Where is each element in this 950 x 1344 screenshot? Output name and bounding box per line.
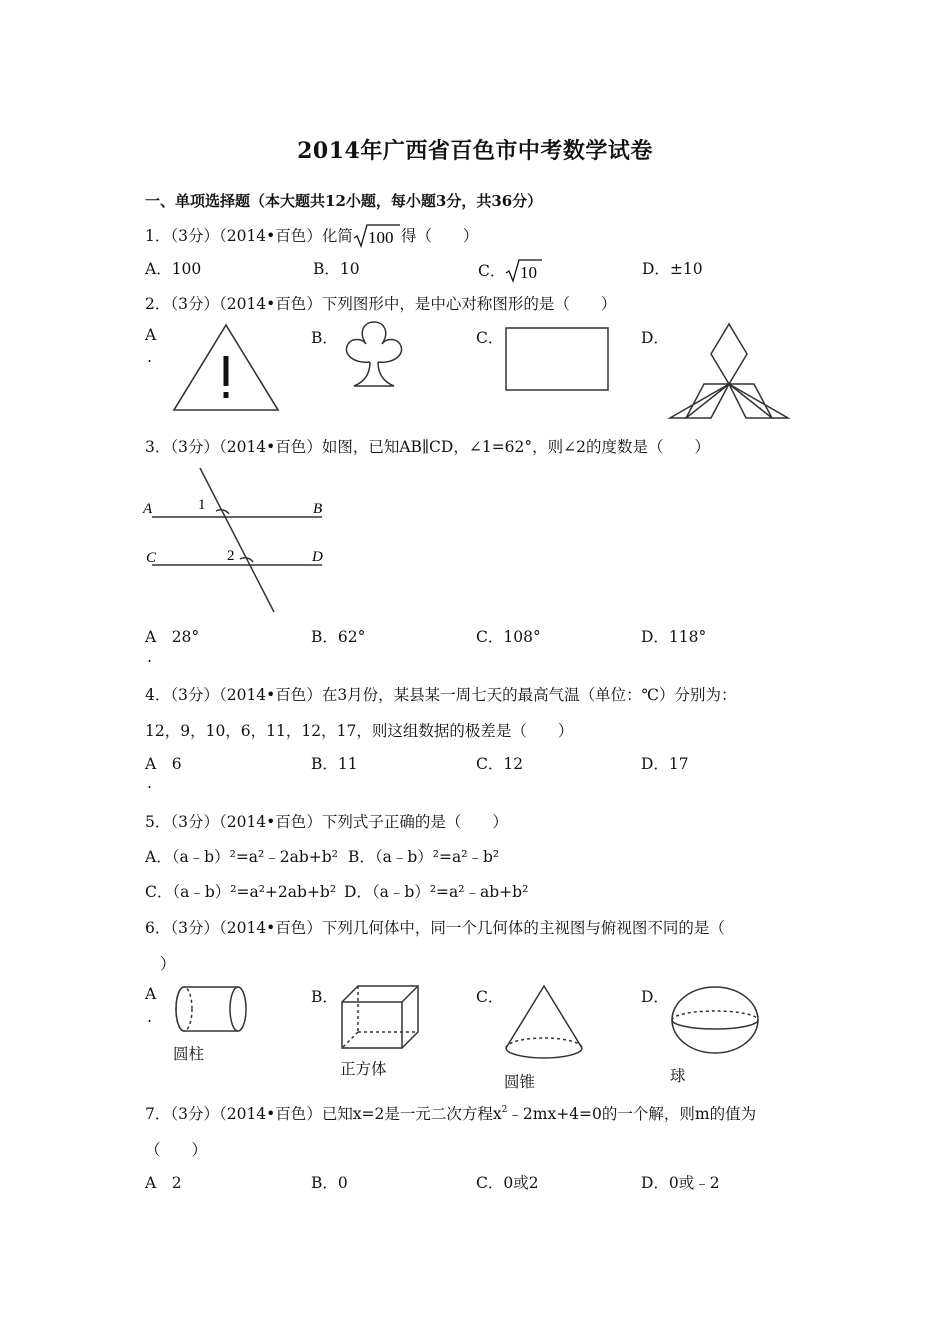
q4-option-a: A 6 — [145, 755, 182, 773]
q1-option-a: A．100 — [145, 260, 202, 278]
question-7-line-1: 7．（3分）（2014•百色）已知x=2是一元二次方程$x^2﹣2mx+4=0$的一个解，则m的值为 — [145, 1105, 757, 1123]
q3-option-d: D．118° — [641, 628, 707, 646]
q1-option-b: B．10 — [313, 260, 360, 278]
q5-option-d: D．（a﹣b）²=a²﹣ab+b² — [344, 883, 529, 901]
q4-option-d: D．17 — [641, 755, 689, 773]
q1-tail: 得（ ） — [400, 227, 479, 245]
q1-c-radicand: 10 — [520, 263, 538, 282]
q6-option-a-label: A — [145, 985, 157, 1003]
question-6-line-2: ） — [160, 955, 176, 973]
q7-option-a: A 2 — [145, 1174, 182, 1192]
question-3: 3．（3分）（2014•百色）如图，已知AB∥CD，∠1=62°，则∠2的度数是（ ） — [145, 438, 711, 456]
q3-option-c: C．108° — [476, 628, 541, 646]
cone-figure — [500, 982, 588, 1064]
q1-option-d: D．±10 — [642, 260, 703, 278]
three-rhombus-figure — [666, 322, 792, 422]
q2-option-c-label: C． — [476, 329, 504, 347]
parallel-lines-figure — [140, 462, 340, 617]
q5-option-b: B．（a﹣b）²=a²﹣b² — [348, 848, 500, 866]
sqrt-100 — [353, 222, 401, 252]
q1-stem: 1．（3分）（2014•百色）化简 — [145, 227, 353, 245]
q6-option-b-label: B． — [311, 988, 338, 1006]
q2-option-d-label: D． — [641, 329, 669, 347]
label-A: A — [143, 501, 153, 517]
label-B: B — [313, 501, 323, 517]
q1-radicand: 100 — [367, 228, 394, 247]
angle-1-label: 1 — [198, 497, 206, 513]
q6-option-a-dot: . — [147, 1008, 152, 1026]
question-6-line-1: 6．（3分）（2014•百色）下列几何体中，同一个几何体的主视图与俯视图不同的是（ — [145, 919, 725, 937]
q5-option-a: A．（a﹣b）²=a²﹣2ab+b² — [145, 848, 338, 866]
q2-option-b-label: B． — [311, 329, 338, 347]
question-4-line-1: 4．（3分）（2014•百色）在3月份，某县某一周七天的最高气温（单位：℃）分别为： — [145, 686, 737, 704]
question-7-line-2: （ ） — [145, 1141, 208, 1159]
q1-option-c — [478, 257, 543, 287]
rectangle-figure — [504, 326, 612, 394]
q4-option-c: C．12 — [476, 755, 524, 773]
question-1 — [145, 222, 478, 252]
q7-option-c: C．0或2 — [476, 1174, 539, 1192]
q4-option-b: B．11 — [311, 755, 358, 773]
cube-figure — [338, 982, 424, 1052]
cylinder-figure — [172, 982, 252, 1036]
cylinder-label: 圆柱 — [173, 1045, 205, 1063]
q4-option-a-dot: . — [147, 774, 152, 792]
cone-label: 圆锥 — [504, 1073, 536, 1091]
q1-option-c-label: C． — [478, 262, 506, 280]
angle-2-label: 2 — [227, 548, 235, 564]
warning-triangle-figure — [170, 322, 282, 414]
q6-option-c-label: C． — [476, 988, 504, 1006]
label-C: C — [146, 550, 157, 566]
sphere-label: 球 — [670, 1067, 686, 1085]
cube-label: 正方体 — [340, 1060, 387, 1078]
section-heading: 一、单项选择题（本大题共12小题，每小题3分，共36分） — [145, 192, 543, 210]
q3-option-a: A 28° — [145, 628, 200, 646]
q5-option-c: C．（a﹣b）²=a²+2ab+b² — [145, 883, 337, 901]
sqrt-10 — [505, 257, 543, 287]
q7-option-b: B．0 — [311, 1174, 348, 1192]
club-figure — [334, 320, 414, 396]
q7-option-d: D．0或﹣2 — [641, 1174, 720, 1192]
q3-option-a-dot: . — [147, 648, 152, 666]
q2-option-a-dot: . — [147, 348, 152, 366]
q6-option-d-label: D． — [641, 988, 669, 1006]
page-title: 2014年广西省百色市中考数学试卷 — [297, 138, 653, 164]
question-4-line-2: 12，9，10，6，11，12，17，则这组数据的极差是（ ） — [145, 722, 574, 740]
sphere-figure — [668, 984, 762, 1056]
question-2: 2．（3分）（2014•百色）下列图形中，是中心对称图形的是（ ） — [145, 295, 617, 313]
question-5: 5．（3分）（2014•百色）下列式子正确的是（ ） — [145, 813, 508, 831]
q2-option-a-label: A — [145, 326, 157, 344]
q3-option-b: B．62° — [311, 628, 366, 646]
label-D: D — [312, 549, 323, 565]
